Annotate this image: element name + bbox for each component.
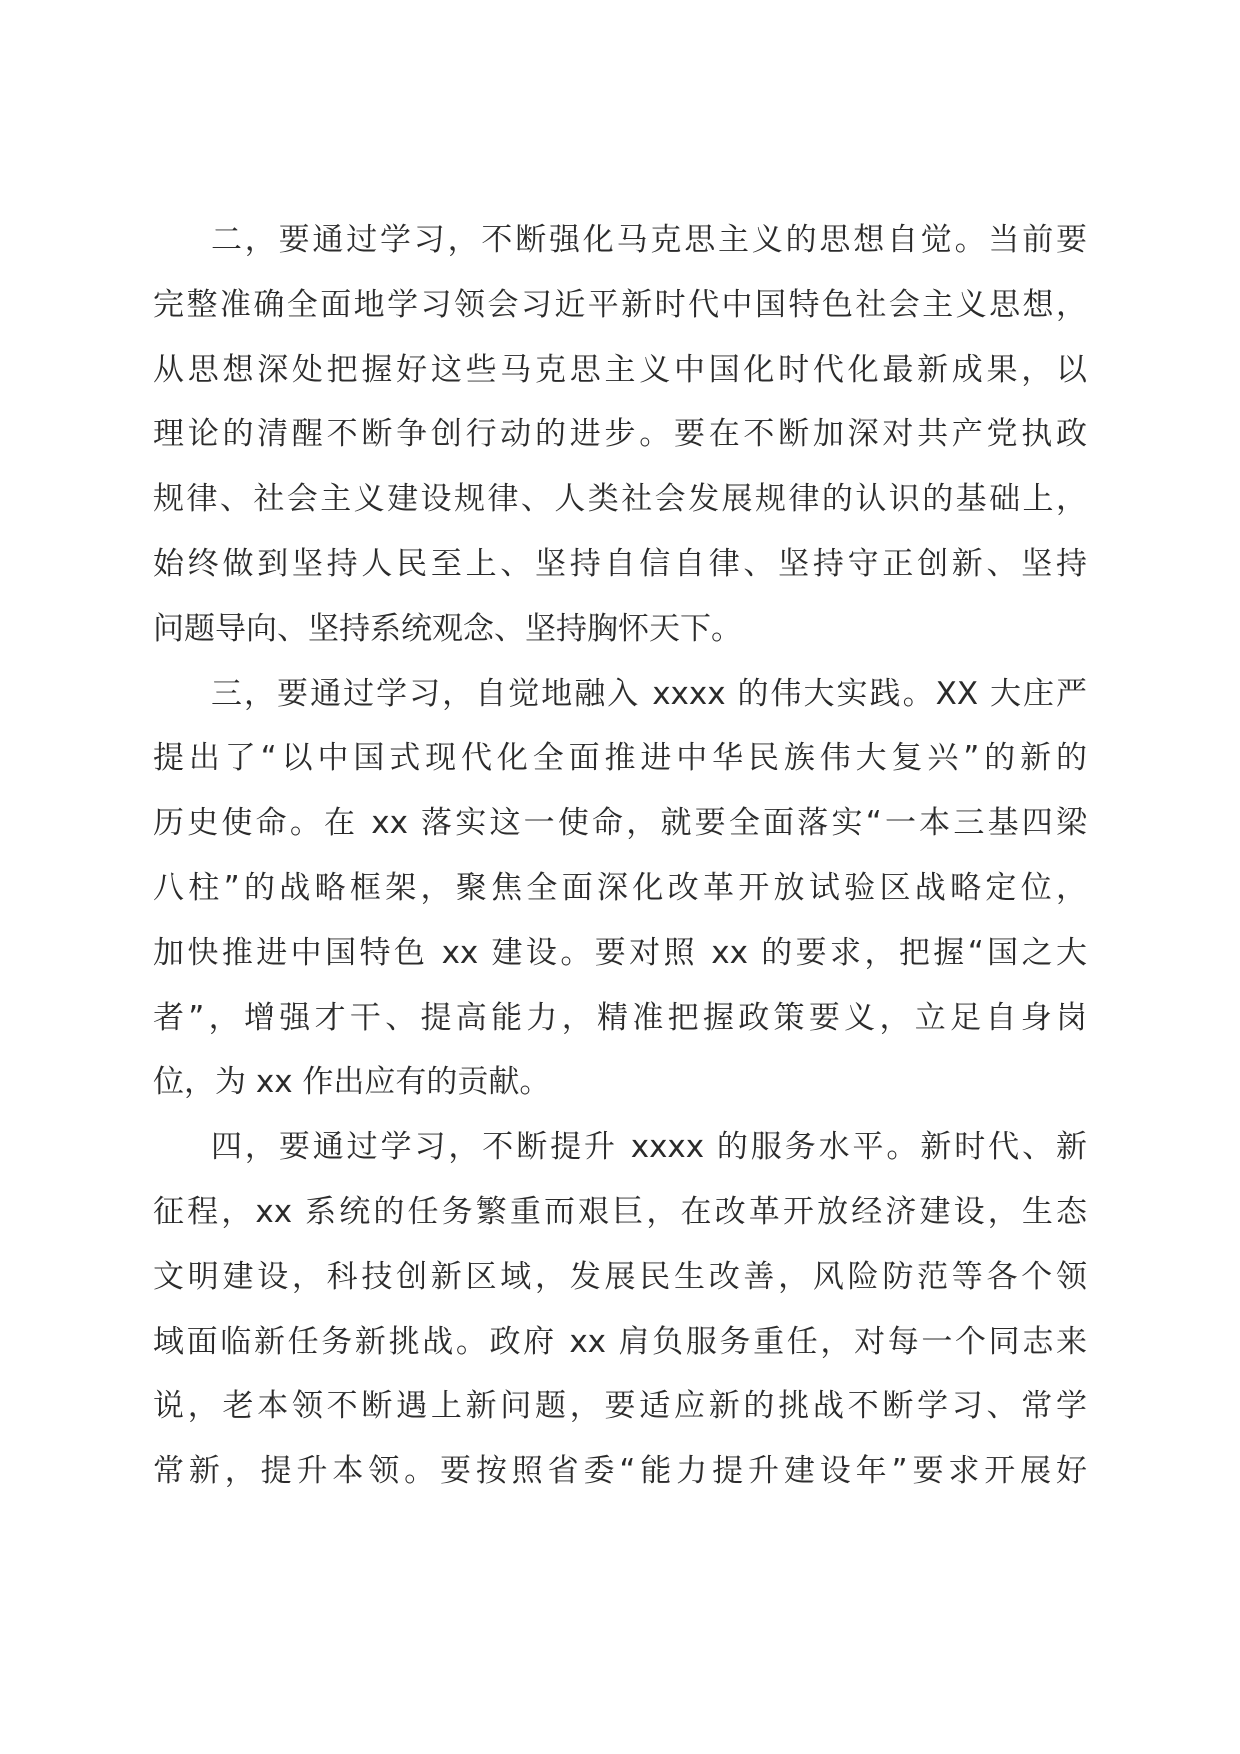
text-line: 问题导向、坚持系统观念、坚持胸怀天下。: [153, 610, 742, 647]
text-line: 域面临新任务新挑战。政府 xx 肩负服务重任，对每一个同志来: [153, 1323, 1087, 1360]
text-line: 二，要通过学习，不断强化马克思主义的思想自觉。当前要: [211, 222, 1087, 258]
text-line: 文明建设，科技创新区域，发展民生改善，风险防范等各个领: [153, 1258, 1087, 1295]
text-line: 历史使命。在 xx 落实这一使命，就要全面落实“一本三基四梁: [153, 805, 1087, 842]
text-line: 征程，xx 系统的任务繁重而艰巨，在改革开放经济建设，生态: [153, 1193, 1087, 1230]
text-line: 从思想深处把握好这些马克思主义中国化时代化最新成果，以: [153, 351, 1087, 388]
text-line: 完整准确全面地学习领会习近平新时代中国特色社会主义思想，: [153, 286, 1087, 323]
text-line: 四，要通过学习，不断提升 xxxx 的服务水平。新时代、新: [211, 1129, 1087, 1166]
document-body: [153, 208, 1087, 1504]
text-line: 始终做到坚持人民至上、坚持自信自律、坚持守正创新、坚持: [153, 545, 1087, 582]
text-line: 八柱”的战略框架，聚焦全面深化改革开放试验区战略定位，: [153, 869, 1087, 906]
text-line: 提出了“以中国式现代化全面推进中华民族伟大复兴”的新的: [153, 740, 1087, 777]
text-line: 理论的清醒不断争创行动的进步。要在不断加深对共产党执政: [153, 416, 1087, 453]
text-line: 规律、社会主义建设规律、人类社会发展规律的认识的基础上，: [153, 481, 1087, 518]
text-line: 加快推进中国特色 xx 建设。要对照 xx 的要求，把握“国之大: [153, 934, 1087, 971]
paragraph-4: [153, 1115, 1087, 1504]
text-line: 说，老本领不断遇上新问题，要适应新的挑战不断学习、常学: [153, 1388, 1087, 1425]
paragraph-3: [153, 662, 1087, 1116]
text-line: 者”，增强才干、提高能力，精准把握政策要义，立足自身岗: [153, 999, 1087, 1036]
text-line: 三，要通过学习，自觉地融入 xxxx 的伟大实践。XX 大庄严: [211, 675, 1087, 712]
paragraph-2: [153, 208, 1087, 662]
text-line: 位，为 xx 作出应有的贡献。: [153, 1064, 551, 1101]
text-line: 常新，提升本领。要按照省委“能力提升建设年”要求开展好: [153, 1453, 1087, 1490]
